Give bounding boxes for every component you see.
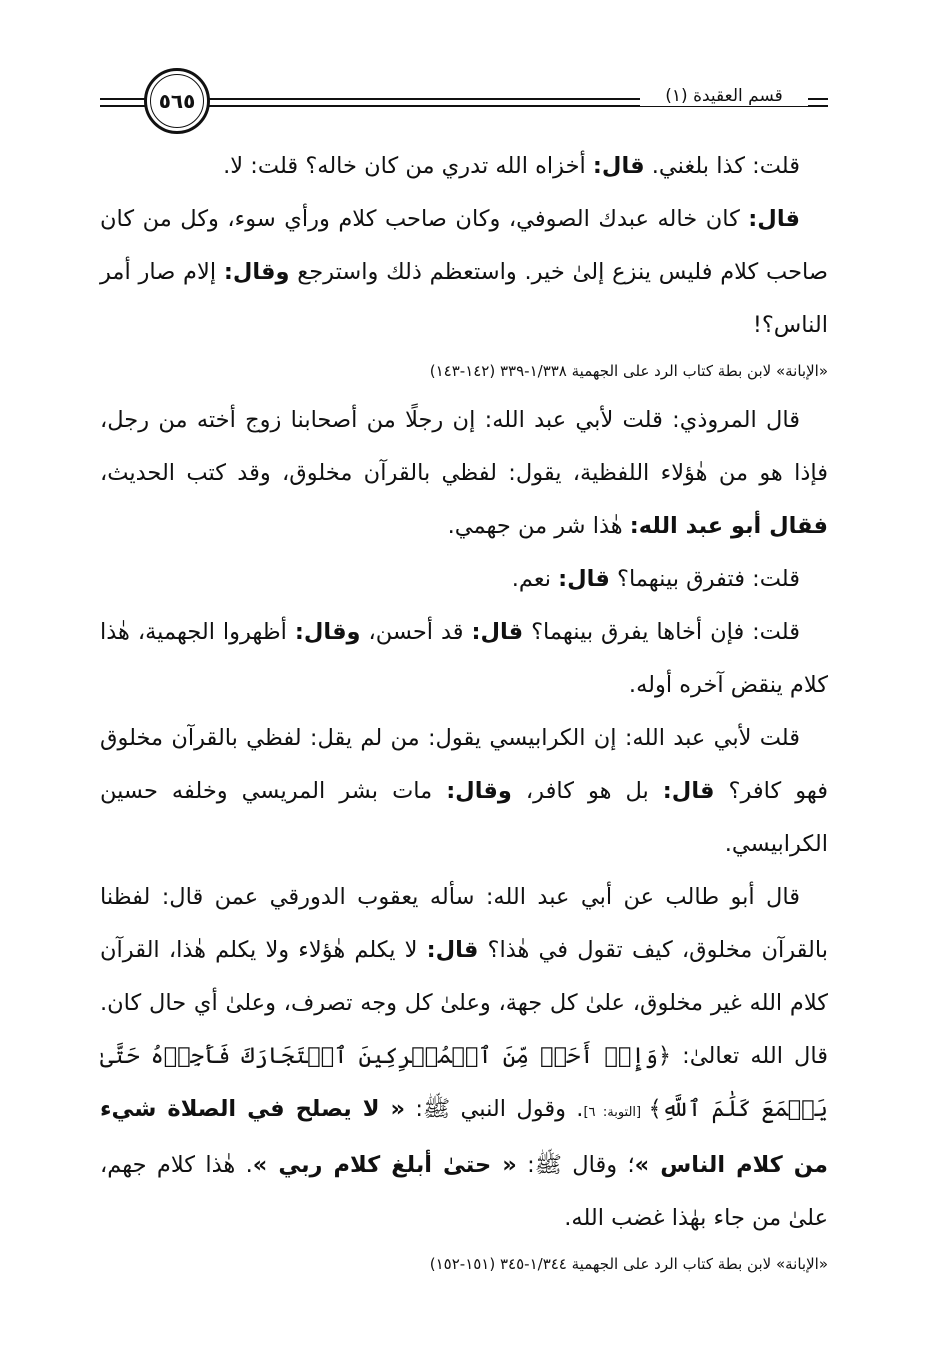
- bold-text: فقال أبو عبد الله:: [629, 513, 828, 539]
- bold-text: وقال:: [294, 619, 361, 645]
- text: قال المروذي: قلت لأبي عبد الله: إن رجلًا من أصحابنا زوج أخته من رجل، فإذا هو من هٰؤلاء اللفظية، يقول: لفظي بالقرآن مخلوق، وقد كتب الحديث،: [100, 407, 828, 486]
- quran-verse: ﴿وَإِنۡ أَحَدٞ مِّنَ ٱلۡمُشۡرِكِينَ ٱسۡتَجَارَكَ فَأَجِرۡهُ حَتَّىٰ يَسۡمَعَ كَلَٰمَ ٱللَّهِ﴾: [100, 1043, 828, 1122]
- bold-text: قال:: [471, 619, 524, 645]
- bold-text: قال:: [748, 206, 800, 232]
- text: ؛ وقال ﷺ:: [516, 1152, 635, 1178]
- header-rule-left: [100, 98, 146, 100]
- text: قلت: فتفرق بينهما؟: [609, 566, 800, 592]
- paragraph-6: [100, 712, 828, 871]
- text: قد أحسن،: [360, 619, 472, 645]
- verse-reference: [التوبة: ٦]: [583, 1105, 649, 1120]
- paragraph-2: [100, 193, 828, 352]
- page-number: ٥٦٥: [158, 89, 196, 113]
- text: . هٰذا كلام جهم، علىٰ من جاء بهٰذا غضب الله.: [100, 1152, 828, 1231]
- bold-text: وقال:: [446, 778, 512, 804]
- text: قال أبو طالب عن أبي عبد الله: سأله يعقوب الدورقي عمن قال: لفظنا بالقرآن مخلوق، كيف تقول في هٰذا؟: [100, 884, 828, 963]
- text: كان خاله عبدك الصوفي، وكان صاحب كلام ورأي سوء، وكل من كان صاحب كلام فليس ينزع إلىٰ خير. واستعظم ذلك واسترجع: [100, 206, 828, 285]
- text: قلت لأبي عبد الله: إن الكرابيسي يقول: من لم يقل: لفظي بالقرآن مخلوق فهو كافر؟: [100, 725, 828, 804]
- text: أخزاه الله تدري من كان خاله؟ قلت: لا.: [223, 153, 593, 179]
- page-body: [100, 140, 828, 1287]
- text: بل هو كافر،: [511, 778, 663, 804]
- bold-text: قال:: [558, 566, 610, 592]
- text: أظهروا الجهمية، هٰذا كلام ينقض آخره أوله.: [100, 619, 828, 698]
- hadith-quote: « حتىٰ أبلغ كلام ربي »: [252, 1152, 517, 1178]
- paragraph-7: [100, 871, 828, 1245]
- bold-text: قال:: [662, 778, 715, 804]
- bold-text: وقال:: [223, 259, 290, 285]
- text: هٰذا شر من جهمي.: [447, 513, 630, 539]
- source-citation-1: «الإبانة» لابن بطة كتاب الرد على الجهمية ١/٣٣٨-٣٣٩ (١٤٢-١٤٣): [429, 362, 828, 380]
- text: قلت: كذا بلغني.: [644, 153, 800, 179]
- running-title: قسم العقيدة (١): [640, 86, 808, 106]
- paragraph-3: [100, 394, 828, 553]
- text: نعم.: [511, 566, 559, 592]
- bold-text: قال:: [426, 937, 479, 963]
- text: مات بشر المريسي وخلفه حسين الكرابيسي.: [100, 778, 828, 857]
- paragraph-5: [100, 606, 828, 712]
- paragraph-1: [100, 140, 828, 193]
- text: . وقول النبي ﷺ:: [405, 1096, 584, 1122]
- header-rule-left-inner: [100, 105, 146, 107]
- paragraph-4: [100, 553, 828, 606]
- text: إلام صار أمر الناس؟!: [100, 259, 828, 338]
- source-citation-2: «الإبانة» لابن بطة كتاب الرد على الجهمية ١/٣٤٤-٣٤٥ (١٥١-١٥٢): [429, 1255, 828, 1273]
- hadith-quote: « لا يصلح في الصلاة شيء من كلام الناس »: [100, 1096, 828, 1178]
- text: لا يكلم هٰؤلاء ولا يكلم هٰذا، القرآن كلام الله غير مخلوق، علىٰ كل جهة، وعلىٰ كل وجه تصرف، وعلىٰ أي حال كان. قال الله تعالىٰ:: [100, 937, 828, 1069]
- page-number-badge: [144, 68, 210, 134]
- text: قلت: فإن أخاها يفرق بينهما؟: [523, 619, 800, 645]
- bold-text: قال:: [592, 153, 645, 179]
